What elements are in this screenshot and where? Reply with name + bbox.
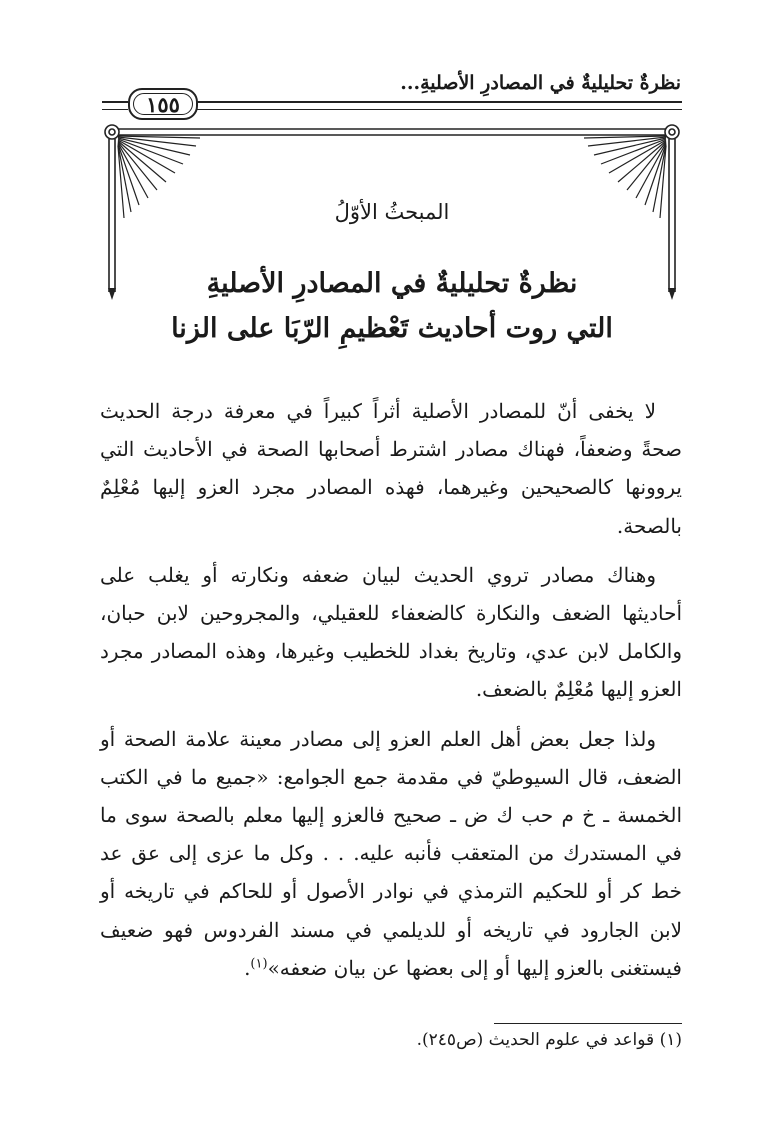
- paragraph-2: وهناك مصادر تروي الحديث لبيان ضعفه ونكارته أو يغلب على أحاديثها الضعف والنكارة كالضعفاء للعقيلي، والمجروحين لابن حبان، والكامل لابن عدي، وتاريخ بغداد للخطيب وغيرها، وهذه المصادر مجرد العزو إليها مُعْلِمٌ بالضعف.: [100, 562, 682, 702]
- paragraph-1: لا يخفى أنّ للمصادر الأصلية أثراً كبيراً في معرفة درجة الحديث صحةً وضعفاً، فهناك مصادر اشترط أصحابها الصحة في الأحاديث التي يروونها كالصحيحين وغيرهما، فهذه المصادر مجرد العزو إليها مُعْلِمٌ بالصحة.: [100, 399, 682, 538]
- paragraph-3-end: .: [244, 955, 251, 980]
- body-text: [100, 392, 682, 998]
- footnote-rule: [494, 1023, 682, 1024]
- page-number-text: ١٥٥: [146, 91, 180, 117]
- footnote-marker: (١): [659, 1030, 682, 1050]
- footnote-text: قواعد في علوم الحديث (ص٢٤٥).: [416, 1030, 655, 1050]
- chapter-title-line-1: نظرةٌ تحليليةٌ في المصادرِ الأصليةِ: [206, 268, 578, 299]
- running-title: نظرةٌ تحليليةٌ في المصادرِ الأصليةِ...: [400, 72, 681, 94]
- paragraph-3-text: ولذا جعل بعض أهل العلم العزو إلى مصادر معينة علامة الصحة أو الضعف، قال السيوطيّ في مقدمة جمع الجوامع: «جميع ما في الكتب الخمسة ـ خ م حب ك ض ـ صحيح فالعزو إليها معلم بالصحة سوى ما في المستدرك من المتعقب فأنبه عليه. . . وكل ما عزى إلى عق عد خط كر أو للحكيم الترمذي في نوادر الأصول أو للحاكم في تاريخه أو لابن الجارود في تاريخه أو للديلمي في مسند الفردوس فهو ضعيف فيستغنى بالعزو إليها أو إلى بعضها عن بيان ضعفه»: [100, 726, 682, 980]
- section-label: المبحثُ الأوّلُ: [334, 200, 450, 224]
- chapter-title-line-2: التي روت أحاديث تَعْظيمِ الرّبَا على الزنا: [171, 313, 613, 344]
- footnote-reference: (١): [250, 956, 268, 972]
- footnote: [417, 1030, 682, 1050]
- paragraph-3: [100, 720, 682, 987]
